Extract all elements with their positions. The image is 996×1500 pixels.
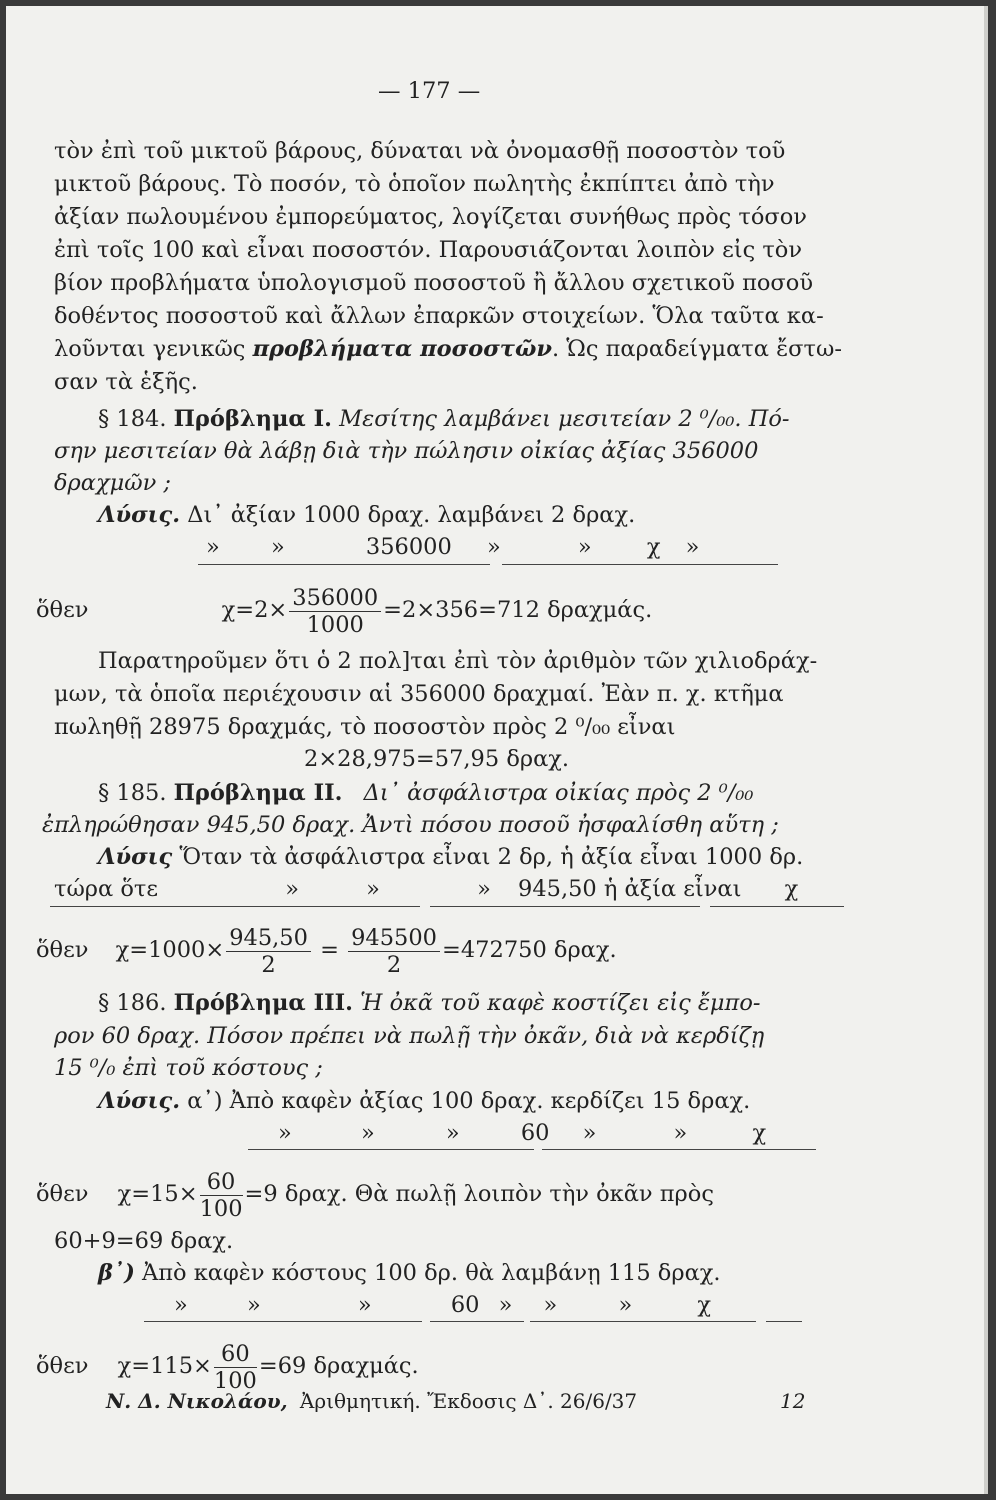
intro-line-7-a: λοῦνται γενικῶς	[54, 336, 246, 362]
fraction	[200, 1169, 243, 1222]
fraction-denominator: 1000	[306, 611, 364, 638]
problem-184-question-2: σην μεσιτείαν θὰ λάβῃ διὰ τὴν πώλησιν οἰκίας ἀξίας 356000	[54, 438, 759, 464]
problem-question: Μεσίτης λαμβάνει μεσιτείαν 2 ⁰/₀₀. Πό-	[339, 406, 790, 432]
section-number: § 186.	[98, 990, 167, 1016]
underline-rule	[430, 1321, 524, 1322]
ditto-mark: »	[577, 534, 592, 560]
remark-line-4: 2×28,975=57,95 δραχ.	[304, 746, 570, 772]
intro-line-5: βίον προβλήματα ὑπολογισμοῦ ποσοστοῦ ἢ ἄλλου σχετικοῦ ποσοῦ	[54, 270, 813, 296]
solution-text: Ὅταν τὰ ἀσφάλιστρα εἶναι 2 δρ, ἡ ἀξία εἶναι 1000 δρ.	[179, 844, 804, 870]
equation-left: χ=2×	[221, 597, 288, 623]
ditto-mark: »	[360, 1120, 375, 1146]
amount-value: 60	[520, 1120, 550, 1146]
now-label: τώρα ὅτε	[54, 876, 159, 902]
equation-right: =9 δραχ. Θὰ πωλῇ λοιπὸν τὴν ὀκᾶν πρὸς	[244, 1181, 714, 1207]
intro-line-3: ἀξίαν πωλουμένου ἐμπορεύματος, λογίζεται συνήθως πρὸς τόσον	[54, 204, 807, 230]
problem-186-tail-a: 60+9=69 δραχ.	[54, 1228, 234, 1254]
intro-line-1: τὸν ἐπὶ τοῦ μικτοῦ βάρους, δύναται νὰ ὀνομασθῇ ποσοστὸν τοῦ	[54, 138, 786, 164]
hence-label: ὅθεν	[36, 1353, 89, 1379]
underline-rule	[430, 906, 700, 907]
equation-left: χ=1000×	[115, 937, 225, 963]
underline-rule	[198, 564, 490, 565]
hence-label: ὅθεν	[36, 1181, 89, 1207]
amount-value: 356000	[365, 534, 452, 560]
fraction-numerator: 60	[200, 1169, 243, 1196]
fraction-denominator: 100	[199, 1195, 243, 1222]
solution-text: α᾽) Ἀπὸ καφὲν ἀξίας 100 δραχ. κερδίζει 15 δραχ.	[187, 1088, 751, 1114]
problem-184-heading	[98, 404, 790, 434]
remark-line-3: πωληθῇ 28975 δραχμάς, τὸ ποσοστὸν πρὸς 2 ⁰/₀₀ εἶναι	[54, 714, 676, 740]
problem-186-row-a2	[278, 1118, 766, 1148]
underline-rule	[530, 1321, 756, 1322]
ditto-mark: »	[366, 876, 380, 902]
problem-186-solution-a	[98, 1086, 750, 1116]
underline-rule	[710, 906, 844, 907]
section-number: § 184.	[98, 406, 167, 432]
section-number: § 185.	[98, 780, 167, 806]
fraction-denominator: 2	[261, 951, 276, 978]
fraction-denominator: 100	[213, 1367, 257, 1394]
ditto-mark: »	[673, 1120, 688, 1146]
book-edition: Ἀριθμητική. Ἔκδοσις Δ᾽. 26/6/37	[299, 1389, 638, 1413]
intro-line-7	[54, 334, 842, 364]
problem-title: Πρόβλημα I.	[173, 406, 332, 432]
page-footer	[106, 1386, 637, 1416]
problem-question: Ἡ ὀκᾶ τοῦ καφὲ κοστίζει εἰς ἔμπο-	[360, 990, 761, 1016]
problem-186-question-2: ρον 60 δραχ. Πόσον πρέπει νὰ πωλῇ τὴν ὀκᾶν, διὰ νὰ κερδίζῃ	[54, 1023, 765, 1049]
problem-question: Δι᾽ ἀσφάλιστρα οἰκίας πρὸς 2 ⁰/₀₀	[363, 780, 754, 806]
problem-185-row-2	[54, 874, 798, 904]
underline-rule	[542, 1149, 816, 1150]
underline-rule	[502, 564, 778, 565]
ditto-mark: »	[246, 1292, 261, 1318]
problem-184-equation	[36, 580, 652, 640]
unknown-x: χ	[752, 1120, 767, 1146]
ditto-mark: »	[278, 1120, 292, 1146]
hence-label: ὅθεν	[36, 937, 89, 963]
ditto-mark: »	[357, 1292, 372, 1318]
intro-line-8: σαν τὰ ἑξῆς.	[54, 369, 198, 395]
signature-number: 12	[780, 1389, 806, 1413]
ditto-mark: »	[206, 534, 220, 560]
intro-line-2: μικτοῦ βάρους. Τὸ ποσόν, τὸ ὁποῖον πωλητὴς ἐκπίπτει ἀπὸ τὴν	[54, 171, 775, 197]
problem-184-row-2	[206, 532, 699, 562]
problem-185-equation	[36, 920, 617, 980]
part-b-label: β᾽)	[98, 1260, 135, 1286]
fraction-denominator: 2	[386, 951, 402, 978]
equation-right: =69 δραχμάς.	[258, 1353, 419, 1379]
ditto-mark: »	[477, 876, 491, 902]
problem-186-question-3: 15 ⁰/₀ ἐπὶ τοῦ κόστους ;	[54, 1055, 323, 1081]
problem-185-heading	[98, 778, 753, 808]
unknown-x: χ	[697, 1292, 712, 1318]
ditto-mark: »	[685, 534, 700, 560]
solution-label: Λύσις.	[98, 502, 181, 528]
intro-line-4: ἐπὶ τοῖς 100 καὶ εἶναι ποσοστόν. Παρουσιάζονται λοιπὸν εἰς τὸν	[54, 237, 803, 263]
unknown-x: χ	[784, 876, 799, 902]
ditto-mark: »	[498, 1292, 513, 1318]
remark-line-2: μων, τὰ ὁποῖα περιέχουσιν αἱ 356000 δραχμαί. Ἐὰν π. χ. κτῆμα	[54, 681, 784, 707]
emphasis-term: προβλήματα ποσοστῶν	[252, 336, 552, 362]
problem-184-solution-1	[98, 500, 635, 530]
author-name: Ν. Δ. Νικολάου,	[106, 1389, 288, 1413]
problem-185-question-2: ἐπληρώθησαν 945,50 δραχ. Ἀντὶ πόσου ποσοῦ ἠσφαλίσθη αὕτη ;	[42, 812, 779, 838]
solution-text: Δι᾽ ἀξίαν 1000 δραχ. λαμβάνει 2 δραχ.	[187, 502, 636, 528]
problem-title: Πρόβλημα III.	[173, 990, 353, 1016]
fraction-numerator: 60	[214, 1341, 257, 1368]
equation-right: =472750 δραχ.	[442, 937, 617, 963]
problem-186-solution-b	[98, 1258, 721, 1288]
page-number: — 177 —	[378, 78, 481, 104]
problem-186-heading	[98, 988, 760, 1018]
equation-left: χ=15×	[117, 1181, 198, 1207]
fraction-numerator: 356000	[289, 585, 381, 612]
problem-184-question-3: δραχμῶν ;	[54, 470, 171, 496]
underline-rule	[50, 906, 420, 907]
unknown-x: χ	[646, 534, 661, 560]
remark-line-1: Παρατηροῦμεν ὅτι ὁ 2 πολ]ται ἐπὶ τὸν ἀριθμὸν τῶν χιλιοδράχ-	[98, 648, 818, 674]
equation-left: χ=115×	[117, 1353, 212, 1379]
ditto-mark: »	[543, 1292, 558, 1318]
fraction	[289, 585, 381, 638]
solution-label: Λύσις	[98, 844, 173, 870]
solution-label: Λύσις.	[98, 1088, 181, 1114]
ditto-mark: »	[618, 1292, 633, 1318]
ditto-mark: »	[285, 876, 299, 902]
intro-line-6: δοθέντος ποσοστοῦ καὶ ἄλλων ἐπαρκῶν στοιχείων. Ὅλα ταῦτα κα-	[54, 303, 824, 329]
amount-value: 60	[450, 1292, 480, 1318]
problem-title: Πρόβλημα II.	[173, 780, 343, 806]
ditto-mark: »	[582, 1120, 597, 1146]
fraction-numerator: 945500	[348, 925, 440, 952]
underline-rule	[248, 1149, 534, 1150]
amount-text: 945,50 ἡ ἀξία εἶναι	[518, 876, 742, 902]
fraction-numerator: 945,50	[226, 925, 311, 952]
underline-rule	[144, 1321, 422, 1322]
ditto-mark: »	[270, 534, 285, 560]
problem-186-equation-a	[36, 1164, 714, 1224]
problem-186-row-b2	[174, 1290, 711, 1320]
equation-right: =2×356=712 δραχμάς.	[383, 597, 653, 623]
problem-185-solution-1	[98, 842, 803, 872]
fraction	[348, 925, 440, 978]
underline-rule	[766, 1321, 802, 1322]
ditto-mark: »	[174, 1292, 188, 1318]
book-page	[6, 6, 988, 1494]
ditto-mark: »	[486, 534, 501, 560]
intro-line-7-c: . Ὡς παραδείγματα ἔστω-	[551, 336, 842, 362]
solution-text: Ἀπὸ καφὲν κόστους 100 δρ. θὰ λαμβάνῃ 115 δραχ.	[142, 1260, 721, 1286]
ditto-mark: »	[445, 1120, 460, 1146]
equals-sign: =	[320, 937, 339, 963]
hence-label: ὅθεν	[36, 597, 89, 623]
fraction	[226, 925, 311, 978]
